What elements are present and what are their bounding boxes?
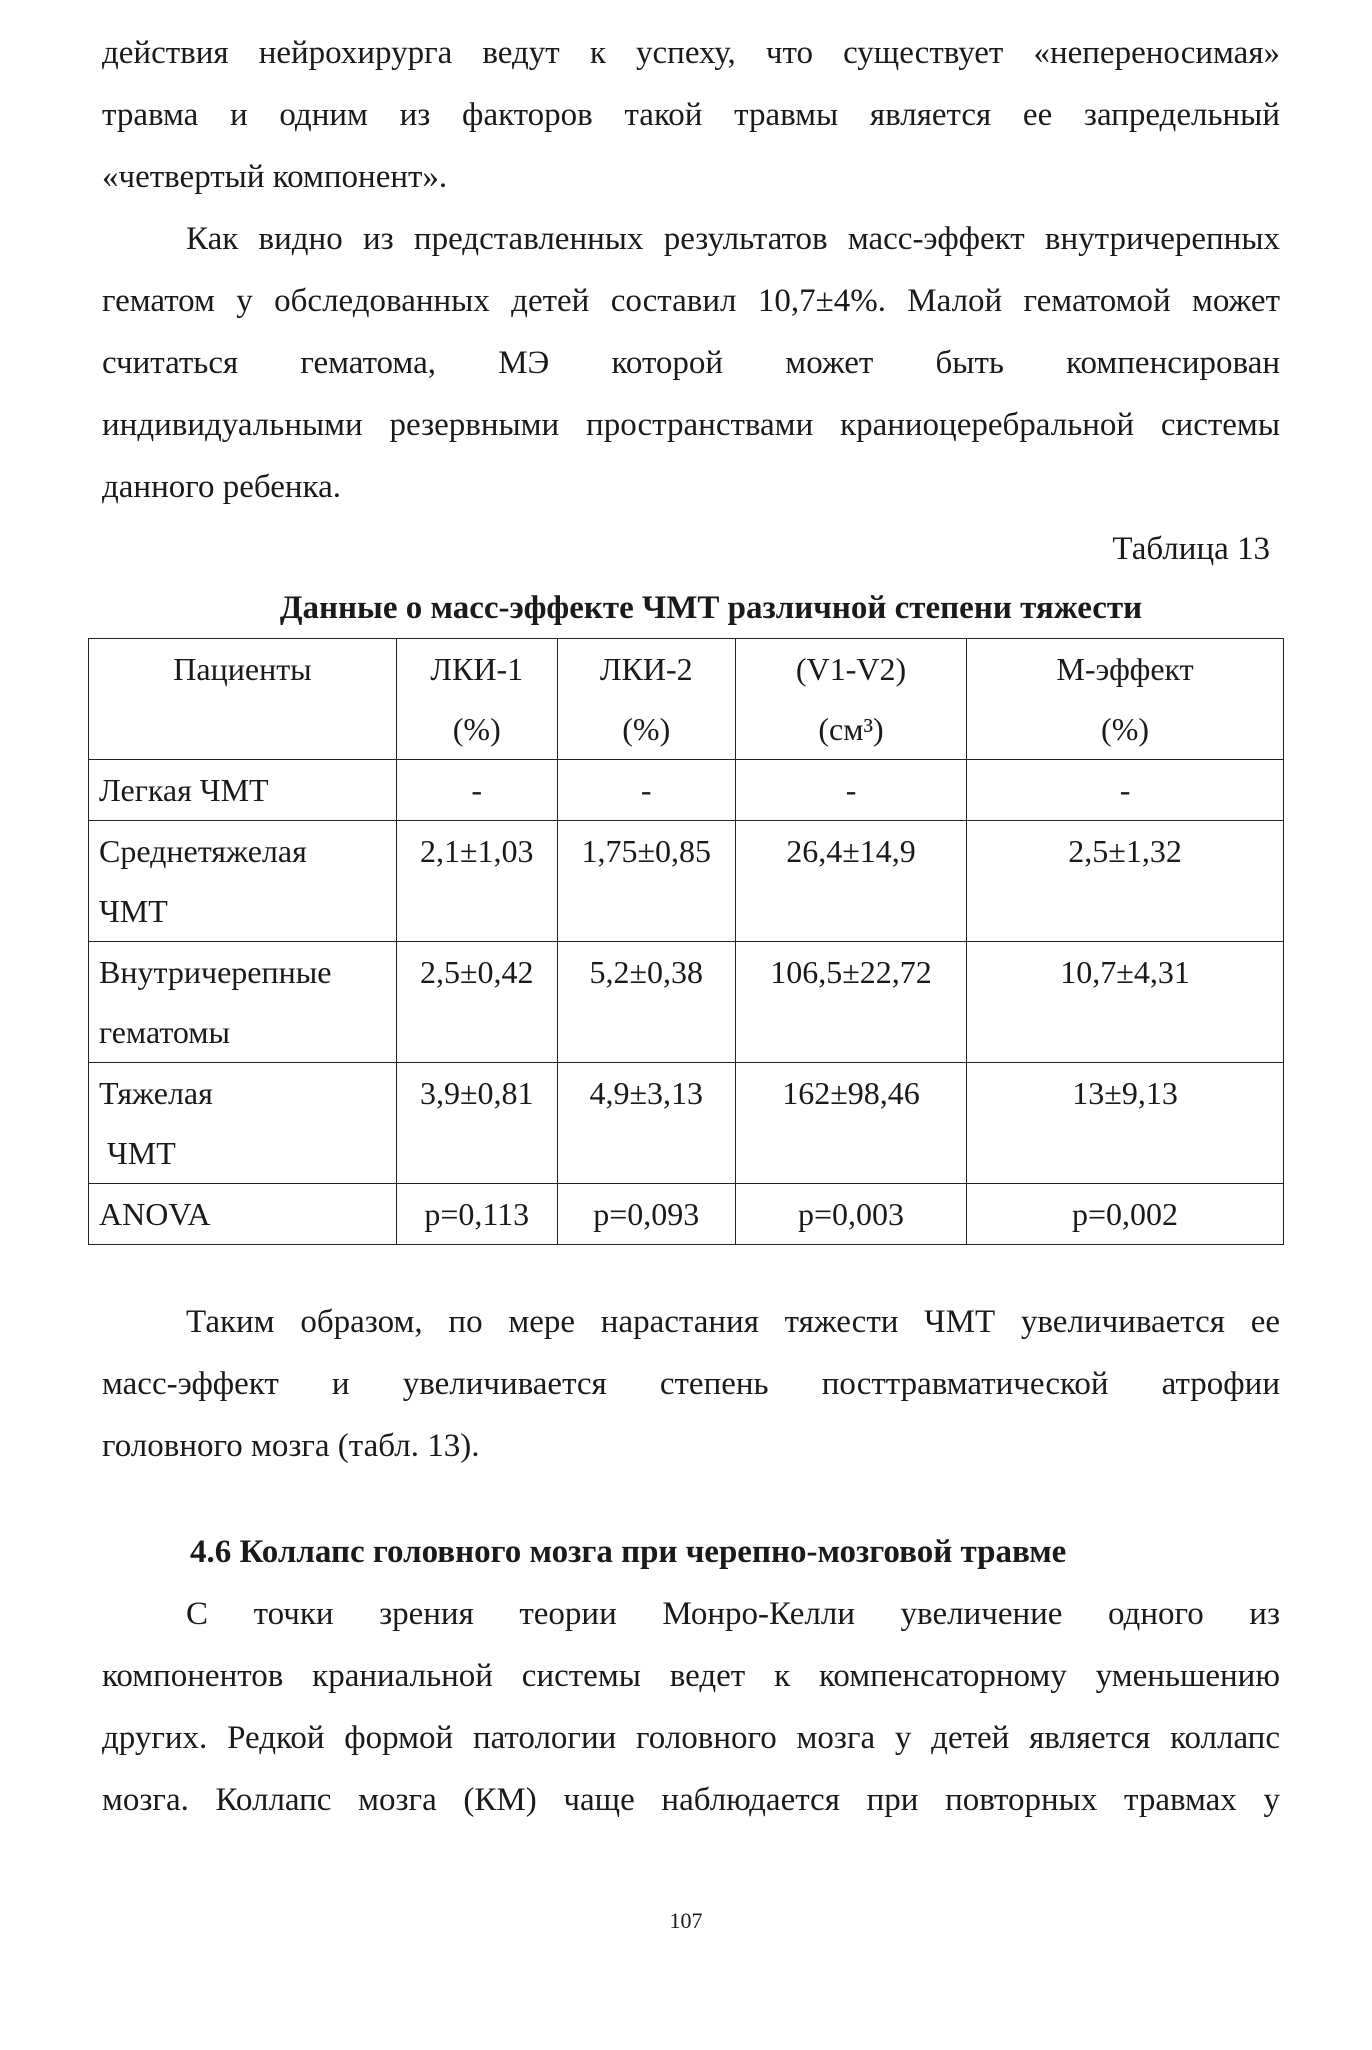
text-line: мозга. Коллапс мозга (КМ) чаще наблюдается при повторных травмах у [102, 1782, 1280, 1818]
row-label: Среднетяжелая ЧМТ [89, 821, 397, 942]
text-line: масс-эффект и увеличивается степень посттравматической атрофии [102, 1366, 1280, 1402]
table-row [89, 760, 1284, 821]
paragraph-conclusion [102, 1291, 1280, 1477]
text-line: Как видно из представленных результатов масс-эффект внутричерепных [186, 221, 1280, 257]
table-cell: p=0,003 [735, 1184, 966, 1245]
table-row [89, 821, 1284, 942]
table-cell: 2,1±1,03 [396, 821, 557, 942]
table-row [89, 942, 1284, 1063]
table-cell: - [557, 760, 735, 821]
text-line: головного мозга (табл. 13). [102, 1428, 480, 1464]
table-cell: p=0,113 [396, 1184, 557, 1245]
row-label: Внутричерепные гематомы [89, 942, 397, 1063]
text-line: С точки зрения теории Монро-Келли увеличение одного из [186, 1596, 1280, 1632]
text-line: травма и одним из факторов такой травмы является ее запредельный [102, 97, 1280, 133]
row-label: Тяжелая ЧМТ [89, 1063, 397, 1184]
table-cell: 1,75±0,85 [557, 821, 735, 942]
table-cell: 106,5±22,72 [735, 942, 966, 1063]
table-cell: p=0,093 [557, 1184, 735, 1245]
text-line: других. Редкой формой патологии головного мозга у детей является коллапс [102, 1720, 1280, 1756]
table-cell: p=0,002 [967, 1184, 1284, 1245]
table-cell: 4,9±3,13 [557, 1063, 735, 1184]
paragraph-collapse [102, 1583, 1280, 1831]
table-cell: 26,4±14,9 [735, 821, 966, 942]
section-heading: 4.6 Коллапс головного мозга при черепно-мозговой травме [190, 1534, 1067, 1570]
document-page [99, 22, 1280, 1831]
table-cell: - [396, 760, 557, 821]
table-label: Таблица 13 [1112, 531, 1270, 567]
row-label: Легкая ЧМТ [89, 760, 397, 821]
text-line: действия нейрохирурга ведут к успеху, что существует «непереносимая» [102, 35, 1280, 71]
table-cell: - [735, 760, 966, 821]
header-cell: ЛКИ-1 (%) [396, 639, 557, 760]
page-number: 107 [669, 1908, 703, 1933]
header-cell: Пациенты [89, 639, 397, 760]
text-line: гематом у обследованных детей составил 10,7±4%. Малой гематомой может [102, 283, 1280, 319]
table-cell: - [967, 760, 1284, 821]
text-line: считаться гематома, МЭ которой может быть компенсирован [102, 345, 1280, 381]
mass-effect-table [88, 638, 1284, 1245]
table-cell: 5,2±0,38 [557, 942, 735, 1063]
header-cell: ЛКИ-2 (%) [557, 639, 735, 760]
table-cell: 3,9±0,81 [396, 1063, 557, 1184]
table-cell: 162±98,46 [735, 1063, 966, 1184]
paragraph-mass-effect [102, 208, 1280, 518]
table-row [89, 1063, 1284, 1184]
table-cell: 2,5±1,32 [967, 821, 1284, 942]
text-line: данного ребенка. [102, 469, 341, 505]
table-header-row [89, 639, 1284, 760]
text-line: индивидуальными резервными пространствами краниоцеребральной системы [102, 407, 1280, 443]
row-label: ANOVA [89, 1184, 397, 1245]
table-cell: 2,5±0,42 [396, 942, 557, 1063]
header-cell: М-эффект (%) [967, 639, 1284, 760]
table-row [89, 1184, 1284, 1245]
text-line: компонентов краниальной системы ведет к компенсаторному уменьшению [102, 1658, 1280, 1694]
text-line: «четвертый компонент». [102, 159, 448, 195]
paragraph-continuation [102, 22, 1280, 208]
table-cell: 10,7±4,31 [967, 942, 1284, 1063]
text-line: Таким образом, по мере нарастания тяжести ЧМТ увеличивается ее [186, 1304, 1280, 1340]
header-cell: (V1-V2) (см³) [735, 639, 966, 760]
table-title: Данные о масс-эффекте ЧМТ различной степени тяжести [279, 590, 1143, 626]
table-cell: 13±9,13 [967, 1063, 1284, 1184]
